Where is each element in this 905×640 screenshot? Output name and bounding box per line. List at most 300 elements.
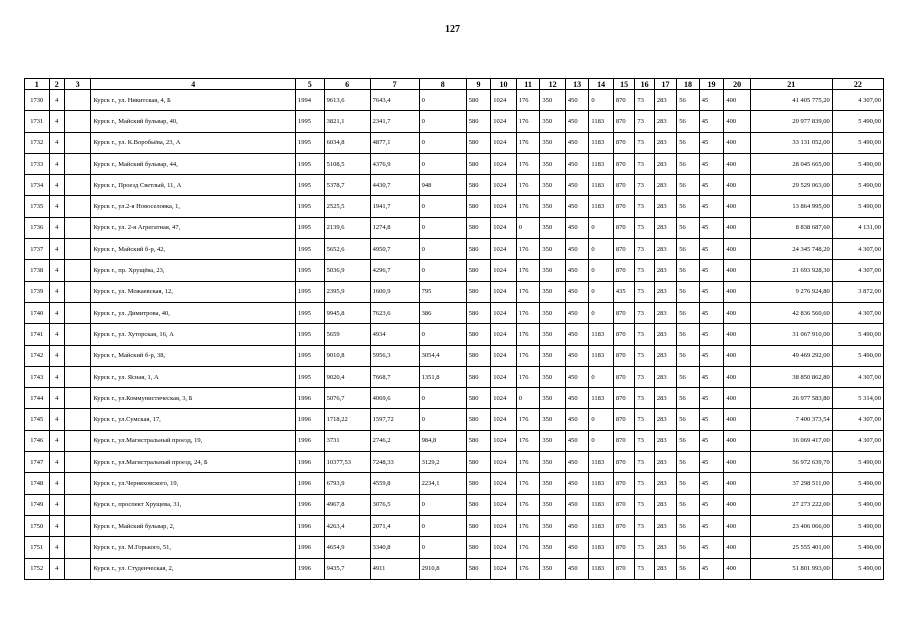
table-cell-col-19: 45 [699,132,724,153]
column-header-15: 15 [613,79,634,90]
table-cell-col-18: 56 [677,324,699,345]
table-cell-col-17: 283 [654,111,676,132]
column-header-21: 21 [750,79,832,90]
table-cell-col-19: 45 [699,217,724,238]
table-cell-col-10: 1024 [491,90,517,111]
table-cell-col-20: 400 [724,281,751,302]
table-cell-col-3 [64,515,91,536]
table-cell-col-7: 7643,4 [370,90,419,111]
table-cell-col-6: 2525,5 [324,196,370,217]
table-cell-col-17: 283 [654,260,676,281]
table-cell-col-10: 1024 [491,558,517,579]
table-cell-col-13: 450 [565,196,589,217]
table-cell-col-4: Курск г., проспект Хрущева, 31, [91,494,296,515]
table-cell-col-11: 176 [516,558,540,579]
table-cell-col-13: 450 [565,111,589,132]
table-cell-col-12: 350 [540,302,566,323]
table-row [25,217,884,238]
table-cell-col-20: 400 [724,90,751,111]
table-cell-col-7: 4069,6 [370,388,419,409]
table-cell-col-9: 580 [466,537,491,558]
table-cell-col-14: 0 [589,239,614,260]
table-cell-col-3 [64,90,91,111]
table-cell-col-16: 73 [635,473,654,494]
table-cell-col-5: 1995 [295,345,324,366]
table-cell-col-8: 948 [419,175,466,196]
table-cell-col-11: 176 [516,153,540,174]
table-cell-col-19: 45 [699,345,724,366]
table-cell-col-2: 4 [49,153,64,174]
table-cell-col-9: 580 [466,281,491,302]
table-cell-col-10: 1024 [491,196,517,217]
table-cell-col-1: 1742 [25,345,50,366]
table-cell-col-6: 9613,6 [324,90,370,111]
table-cell-col-8: 0 [419,515,466,536]
table-cell-col-19: 45 [699,175,724,196]
table-cell-col-12: 350 [540,239,566,260]
table-cell-col-21: 16 069 417,00 [750,430,832,451]
table-cell-col-22: 4 131,00 [832,217,883,238]
table-cell-col-1: 1749 [25,494,50,515]
table-cell-col-5: 1996 [295,473,324,494]
table-cell-col-13: 450 [565,217,589,238]
table-cell-col-20: 400 [724,515,751,536]
table-row [25,345,884,366]
table-cell-col-3 [64,366,91,387]
table-cell-col-22: 3 872,00 [832,281,883,302]
table-cell-col-16: 73 [635,260,654,281]
table-cell-col-13: 450 [565,132,589,153]
table-cell-col-12: 350 [540,196,566,217]
column-header-12: 12 [540,79,566,90]
table-cell-col-14: 0 [589,302,614,323]
column-header-2: 2 [49,79,64,90]
table-cell-col-19: 45 [699,90,724,111]
table-cell-col-19: 45 [699,196,724,217]
table-cell-col-11: 176 [516,345,540,366]
table-cell-col-9: 580 [466,111,491,132]
table-cell-col-12: 350 [540,175,566,196]
table-row [25,111,884,132]
table-row [25,153,884,174]
table-cell-col-20: 400 [724,217,751,238]
table-cell-col-1: 1747 [25,452,50,473]
table-cell-col-10: 1024 [491,153,517,174]
table-cell-col-3 [64,345,91,366]
table-cell-col-22: 4 307,00 [832,90,883,111]
column-header-1: 1 [25,79,50,90]
table-cell-col-4: Курск г., ул. Можаевская, 12, [91,281,296,302]
table-cell-col-22: 5 490,00 [832,345,883,366]
table-cell-col-10: 1024 [491,494,517,515]
table-cell-col-2: 4 [49,90,64,111]
table-cell-col-1: 1746 [25,430,50,451]
table-cell-col-17: 283 [654,196,676,217]
table-cell-col-1: 1744 [25,388,50,409]
table-row [25,366,884,387]
table-cell-col-16: 73 [635,324,654,345]
table-cell-col-4: Курск г., Майский б-р, 38, [91,345,296,366]
table-row [25,452,884,473]
table-cell-col-16: 73 [635,409,654,430]
table-cell-col-10: 1024 [491,409,517,430]
table-cell-col-11: 176 [516,175,540,196]
table-cell-col-2: 4 [49,132,64,153]
table-cell-col-21: 21 693 928,30 [750,260,832,281]
table-cell-col-8: 0 [419,196,466,217]
table-cell-col-1: 1738 [25,260,50,281]
table-cell-col-13: 450 [565,494,589,515]
table-cell-col-18: 56 [677,345,699,366]
table-cell-col-3 [64,239,91,260]
table-cell-col-22: 4 307,00 [832,239,883,260]
table-cell-col-11: 176 [516,537,540,558]
table-cell-col-18: 56 [677,366,699,387]
table-row [25,430,884,451]
table-cell-col-5: 1996 [295,409,324,430]
table-cell-col-22: 5 314,00 [832,388,883,409]
table-row [25,302,884,323]
table-cell-col-10: 1024 [491,430,517,451]
table-cell-col-17: 283 [654,515,676,536]
table-cell-col-8: 0 [419,260,466,281]
table-cell-col-5: 1996 [295,515,324,536]
table-cell-col-20: 400 [724,132,751,153]
table-cell-col-10: 1024 [491,132,517,153]
table-cell-col-22: 5 490,00 [832,196,883,217]
table-cell-col-14: 0 [589,366,614,387]
table-row [25,260,884,281]
table-cell-col-20: 400 [724,409,751,430]
table-cell-col-19: 45 [699,366,724,387]
table-cell-col-22: 4 307,00 [832,260,883,281]
table-cell-col-6: 9945,8 [324,302,370,323]
column-header-10: 10 [491,79,517,90]
table-cell-col-4: Курск г., Проезд Светлый, 11, А [91,175,296,196]
column-header-16: 16 [635,79,654,90]
table-cell-col-8: 3054,4 [419,345,466,366]
table-cell-col-17: 283 [654,473,676,494]
table-cell-col-9: 580 [466,430,491,451]
table-cell-col-19: 45 [699,324,724,345]
table-cell-col-3 [64,494,91,515]
column-header-11: 11 [516,79,540,90]
table-cell-col-22: 4 307,00 [832,409,883,430]
table-cell-col-8: 0 [419,494,466,515]
table-cell-col-9: 580 [466,515,491,536]
table-cell-col-22: 5 490,00 [832,515,883,536]
table-cell-col-19: 45 [699,537,724,558]
table-cell-col-16: 73 [635,111,654,132]
table-cell-col-8: 0 [419,409,466,430]
table-cell-col-2: 4 [49,537,64,558]
table-cell-col-9: 580 [466,90,491,111]
table-cell-col-20: 400 [724,239,751,260]
table-cell-col-15: 870 [613,366,634,387]
table-cell-col-11: 176 [516,302,540,323]
table-cell-col-20: 400 [724,430,751,451]
table-cell-col-20: 400 [724,366,751,387]
table-cell-col-15: 870 [613,217,634,238]
table-cell-col-5: 1996 [295,452,324,473]
table-cell-col-9: 580 [466,345,491,366]
table-cell-col-16: 73 [635,196,654,217]
table-cell-col-2: 4 [49,260,64,281]
table-cell-col-3 [64,388,91,409]
table-cell-col-1: 1736 [25,217,50,238]
table-cell-col-14: 1183 [589,537,614,558]
table-cell-col-1: 1739 [25,281,50,302]
table-cell-col-15: 870 [613,409,634,430]
table-cell-col-1: 1750 [25,515,50,536]
table-cell-col-16: 73 [635,239,654,260]
table-cell-col-9: 580 [466,260,491,281]
table-cell-col-11: 176 [516,366,540,387]
table-cell-col-22: 5 490,00 [832,473,883,494]
table-cell-col-14: 1183 [589,388,614,409]
table-cell-col-21: 13 864 995,00 [750,196,832,217]
table-cell-col-21: 28 045 665,00 [750,153,832,174]
table-cell-col-7: 3340,8 [370,537,419,558]
table-cell-col-21: 8 838 687,60 [750,217,832,238]
table-cell-col-19: 45 [699,302,724,323]
table-cell-col-15: 870 [613,345,634,366]
table-cell-col-6: 1718,22 [324,409,370,430]
table-cell-col-12: 350 [540,90,566,111]
table-cell-col-2: 4 [49,175,64,196]
table-row [25,388,884,409]
table-cell-col-11: 176 [516,452,540,473]
table-cell-col-3 [64,175,91,196]
table-cell-col-11: 176 [516,111,540,132]
table-body [25,90,884,580]
column-header-6: 6 [324,79,370,90]
table-cell-col-7: 1597,72 [370,409,419,430]
table-cell-col-9: 580 [466,239,491,260]
table-cell-col-12: 350 [540,345,566,366]
table-cell-col-18: 56 [677,239,699,260]
column-header-4: 4 [91,79,296,90]
table-cell-col-4: Курск г., ул. Студенческая, 2, [91,558,296,579]
table-row [25,196,884,217]
table-cell-col-7: 7248,33 [370,452,419,473]
table-cell-col-13: 450 [565,558,589,579]
table-cell-col-1: 1733 [25,153,50,174]
table-cell-col-2: 4 [49,239,64,260]
table-cell-col-8: 0 [419,132,466,153]
column-header-3: 3 [64,79,91,90]
table-cell-col-15: 435 [613,281,634,302]
table-cell-col-17: 283 [654,430,676,451]
table-cell-col-7: 4296,7 [370,260,419,281]
table-cell-col-4: Курск г., ул.2-я Новоселовка, 1, [91,196,296,217]
table-cell-col-18: 56 [677,132,699,153]
table-cell-col-18: 56 [677,452,699,473]
table-cell-col-3 [64,409,91,430]
table-cell-col-4: Курск г., ул. Никитская, 4, Б [91,90,296,111]
table-cell-col-20: 400 [724,558,751,579]
table-cell-col-8: 0 [419,239,466,260]
table-cell-col-22: 5 490,00 [832,175,883,196]
table-cell-col-5: 1995 [295,366,324,387]
table-cell-col-5: 1995 [295,175,324,196]
table-cell-col-17: 283 [654,388,676,409]
table-cell-col-6: 2139,6 [324,217,370,238]
table-cell-col-13: 450 [565,239,589,260]
table-cell-col-13: 450 [565,537,589,558]
table-cell-col-4: Курск г., ул. М.Горького, 51, [91,537,296,558]
table-cell-col-10: 1024 [491,302,517,323]
table-cell-col-8: 795 [419,281,466,302]
table-cell-col-11: 176 [516,324,540,345]
table-cell-col-16: 73 [635,217,654,238]
table-cell-col-6: 4654,9 [324,537,370,558]
table-cell-col-9: 580 [466,388,491,409]
table-cell-col-6: 3821,1 [324,111,370,132]
table-cell-col-16: 73 [635,153,654,174]
table-cell-col-15: 870 [613,515,634,536]
table-cell-col-15: 870 [613,388,634,409]
table-cell-col-9: 580 [466,409,491,430]
table-cell-col-9: 580 [466,153,491,174]
table-cell-col-8: 0 [419,153,466,174]
table-cell-col-17: 283 [654,90,676,111]
column-header-18: 18 [677,79,699,90]
table-cell-col-8: 0 [419,388,466,409]
table-cell-col-15: 870 [613,302,634,323]
table-cell-col-21: 25 555 401,00 [750,537,832,558]
table-cell-col-19: 45 [699,494,724,515]
table-cell-col-3 [64,537,91,558]
table-cell-col-20: 400 [724,260,751,281]
table-cell-col-9: 580 [466,217,491,238]
table-cell-col-19: 45 [699,409,724,430]
table-cell-col-13: 450 [565,366,589,387]
table-row [25,515,884,536]
table-cell-col-13: 450 [565,153,589,174]
table-cell-col-22: 5 490,00 [832,111,883,132]
table-cell-col-10: 1024 [491,388,517,409]
table-cell-col-11: 0 [516,217,540,238]
table-cell-col-8: 0 [419,324,466,345]
table-cell-col-12: 350 [540,409,566,430]
table-cell-col-5: 1995 [295,260,324,281]
table-cell-col-18: 56 [677,111,699,132]
table-cell-col-9: 580 [466,452,491,473]
table-row [25,324,884,345]
table-cell-col-18: 56 [677,175,699,196]
table-row [25,558,884,579]
table-cell-col-5: 1995 [295,132,324,153]
table-cell-col-4: Курск г., ул. Димитрова, 40, [91,302,296,323]
table-cell-col-19: 45 [699,430,724,451]
column-header-22: 22 [832,79,883,90]
table-cell-col-20: 400 [724,537,751,558]
table-cell-col-8: 0 [419,537,466,558]
table-cell-col-20: 400 [724,473,751,494]
table-cell-col-7: 4430,7 [370,175,419,196]
table-cell-col-1: 1734 [25,175,50,196]
column-header-8: 8 [419,79,466,90]
table-cell-col-11: 0 [516,388,540,409]
table-cell-col-10: 1024 [491,473,517,494]
table-cell-col-21: 37 298 511,00 [750,473,832,494]
table-cell-col-18: 56 [677,409,699,430]
table-row [25,90,884,111]
table-cell-col-3 [64,473,91,494]
table-cell-col-2: 4 [49,366,64,387]
table-cell-col-13: 450 [565,345,589,366]
table-cell-col-2: 4 [49,409,64,430]
table-cell-col-22: 4 307,00 [832,302,883,323]
table-cell-col-7: 2341,7 [370,111,419,132]
column-header-9: 9 [466,79,491,90]
table-cell-col-17: 283 [654,345,676,366]
table-cell-col-10: 1024 [491,281,517,302]
table-cell-col-2: 4 [49,217,64,238]
table-cell-col-7: 7623,6 [370,302,419,323]
table-cell-col-16: 73 [635,302,654,323]
table-cell-col-6: 5036,9 [324,260,370,281]
table-cell-col-12: 350 [540,452,566,473]
table-cell-col-9: 580 [466,324,491,345]
table-cell-col-20: 400 [724,494,751,515]
table-cell-col-22: 5 490,00 [832,452,883,473]
table-cell-col-12: 350 [540,153,566,174]
table-cell-col-11: 176 [516,430,540,451]
table-cell-col-16: 73 [635,430,654,451]
table-cell-col-2: 4 [49,515,64,536]
table-cell-col-3 [64,302,91,323]
table-cell-col-14: 0 [589,430,614,451]
table-cell-col-20: 400 [724,388,751,409]
table-cell-col-15: 870 [613,558,634,579]
table-cell-col-1: 1752 [25,558,50,579]
table-cell-col-7: 1600,9 [370,281,419,302]
table-cell-col-19: 45 [699,260,724,281]
table-cell-col-14: 1183 [589,452,614,473]
table-cell-col-20: 400 [724,452,751,473]
table-cell-col-22: 5 490,00 [832,537,883,558]
table-cell-col-8: 0 [419,217,466,238]
table-row [25,239,884,260]
table-cell-col-1: 1751 [25,537,50,558]
table-cell-col-14: 1183 [589,473,614,494]
table-cell-col-6: 2395,9 [324,281,370,302]
table-cell-col-19: 45 [699,111,724,132]
table-cell-col-18: 56 [677,302,699,323]
table-cell-col-3 [64,430,91,451]
table-cell-col-11: 176 [516,409,540,430]
table-cell-col-6: 6034,8 [324,132,370,153]
table-cell-col-5: 1995 [295,153,324,174]
table-cell-col-13: 450 [565,430,589,451]
table-cell-col-13: 450 [565,281,589,302]
table-cell-col-21: 49 469 292,00 [750,345,832,366]
table-cell-col-1: 1737 [25,239,50,260]
table-cell-col-7: 5956,3 [370,345,419,366]
table-cell-col-22: 5 490,00 [832,558,883,579]
table-cell-col-11: 176 [516,132,540,153]
table-cell-col-4: Курск г., Майский б-р, 42, [91,239,296,260]
table-cell-col-5: 1995 [295,111,324,132]
table-cell-col-13: 450 [565,409,589,430]
table-cell-col-10: 1024 [491,111,517,132]
table-cell-col-19: 45 [699,558,724,579]
table-row [25,494,884,515]
table-cell-col-16: 73 [635,281,654,302]
table-cell-col-12: 350 [540,132,566,153]
